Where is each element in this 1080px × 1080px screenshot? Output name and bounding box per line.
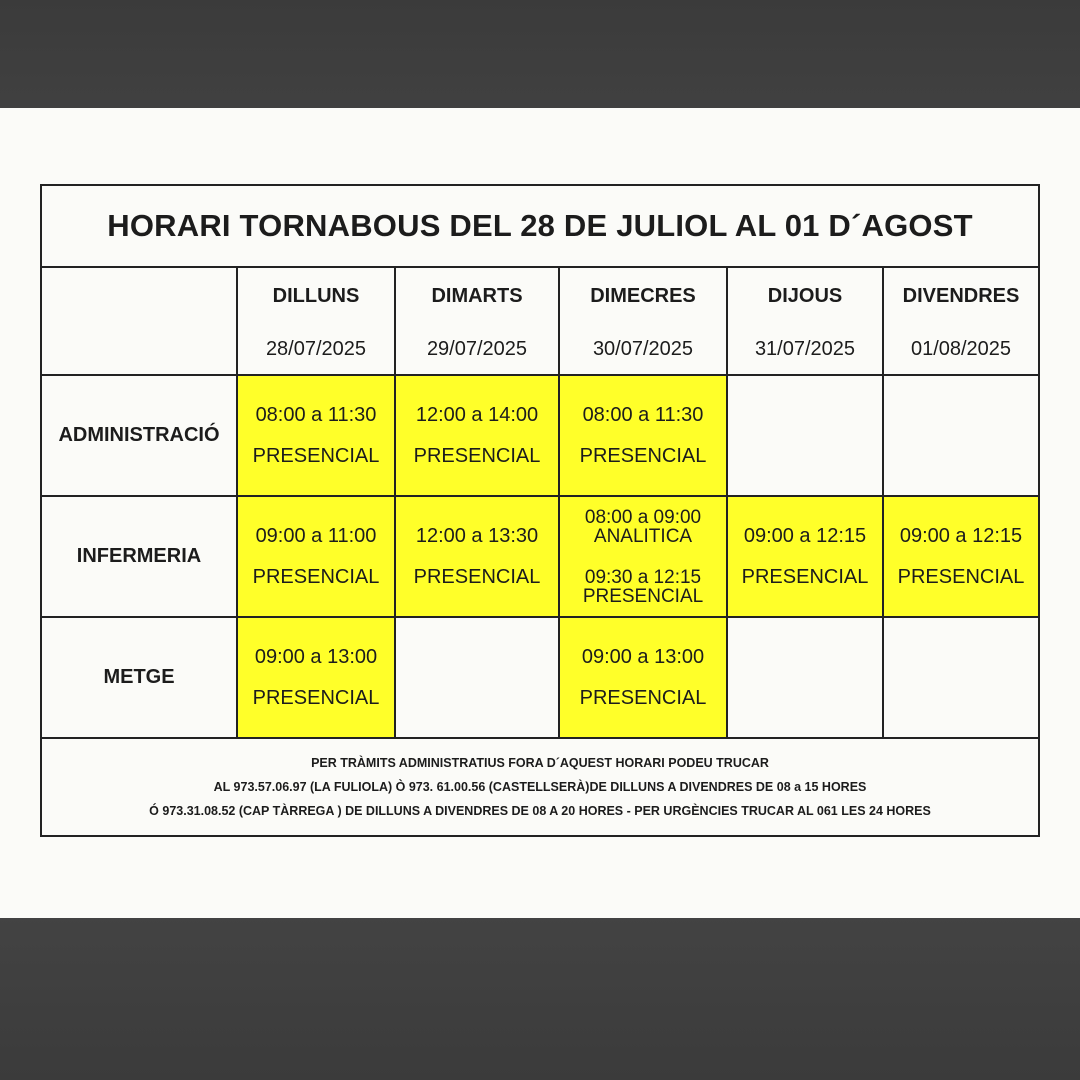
slot-mode: PRESENCIAL [579,686,707,709]
day-date: 31/07/2025 [754,338,856,360]
corner-cell [41,267,237,375]
day-name: DIMECRES [590,285,696,307]
day-name: DIJOUS [767,285,843,307]
day-date: 29/07/2025 [426,338,528,360]
footer-line: Ó 973.31.08.52 (CAP TÀRREGA ) DE DILLUNS A DIVENDRES DE 08 A 20 HORES - PER URGÈNCIES TRUCAR AL 061 LES 24 HORES [149,804,931,818]
slot-time: 09:30 a 12:15 [584,566,702,588]
slot-infermeria-dimecres [559,496,727,617]
slot-mode: PRESENCIAL [252,565,380,588]
slot-time: 09:00 a 12:15 [743,524,867,547]
slot-infermeria-dijous [727,496,883,617]
day-date: 28/07/2025 [265,338,367,360]
schedule-table [40,184,1040,837]
row-administracio [41,375,1039,496]
slot-mode: PRESENCIAL [741,565,869,588]
day-header-dilluns [237,267,395,375]
slot-time: 08:00 a 11:30 [582,403,704,426]
day-name: DIVENDRES [902,285,1020,307]
footer-line: PER TRÀMITS ADMINISTRATIUS FORA D´AQUEST HORARI PODEU TRUCAR [311,756,769,770]
slot-time: 09:00 a 13:00 [254,645,378,668]
slot-time: 09:00 a 11:00 [255,524,377,547]
slot-mode: PRESENCIAL [413,565,541,588]
slot-time: 09:00 a 12:15 [899,524,1023,547]
contact-footer [41,738,1039,836]
row-label-metge: METGE [41,617,237,738]
slot-mode: PRESENCIAL [582,585,704,607]
day-date: 30/07/2025 [592,338,694,360]
slot-time: 12:00 a 13:30 [415,524,539,547]
slot-administracio-divendres-empty [883,375,1039,496]
slot-administracio-dimarts [395,375,559,496]
slot-mode: PRESENCIAL [413,444,541,467]
row-label-infermeria: INFERMERIA [41,496,237,617]
slot-mode: PRESENCIAL [252,686,380,709]
slot-mode: ANALITICA [593,525,693,547]
slot-time: 09:00 a 13:00 [581,645,705,668]
slot-metge-dimarts-empty [395,617,559,738]
slot-infermeria-dilluns [237,496,395,617]
row-metge [41,617,1039,738]
slot-mode: PRESENCIAL [252,444,380,467]
slot-metge-dilluns [237,617,395,738]
slot-administracio-dilluns [237,375,395,496]
row-label-administracio: ADMINISTRACIÓ [41,375,237,496]
slot-mode: PRESENCIAL [579,444,707,467]
slot-time: 08:00 a 09:00 [584,506,702,528]
slot-infermeria-divendres [883,496,1039,617]
slot-time: 12:00 a 14:00 [415,403,539,426]
slot-administracio-dimecres [559,375,727,496]
day-date: 01/08/2025 [910,338,1012,360]
slot-metge-divendres-empty [883,617,1039,738]
day-header-dimarts [395,267,559,375]
slot-metge-dijous-empty [727,617,883,738]
day-header-dimecres [559,267,727,375]
footer-line: AL 973.57.06.97 (LA FULIOLA) Ò 973. 61.00.56 (CASTELLSERÀ)DE DILLUNS A DIVENDRES DE 08 a 15 HORES [213,780,867,794]
row-infermeria [41,496,1039,617]
slot-administracio-dijous-empty [727,375,883,496]
day-header-dijous [727,267,883,375]
schedule-title: HORARI TORNABOUS DEL 28 DE JULIOL AL 01 D´AGOST [41,185,1039,267]
day-name: DILLUNS [272,285,360,307]
slot-mode: PRESENCIAL [897,565,1025,588]
slot-time: 08:00 a 11:30 [255,403,377,426]
slot-infermeria-dimarts [395,496,559,617]
day-name: DIMARTS [431,285,523,307]
day-header-divendres [883,267,1039,375]
slot-metge-dimecres [559,617,727,738]
days-header-row [41,267,1039,375]
